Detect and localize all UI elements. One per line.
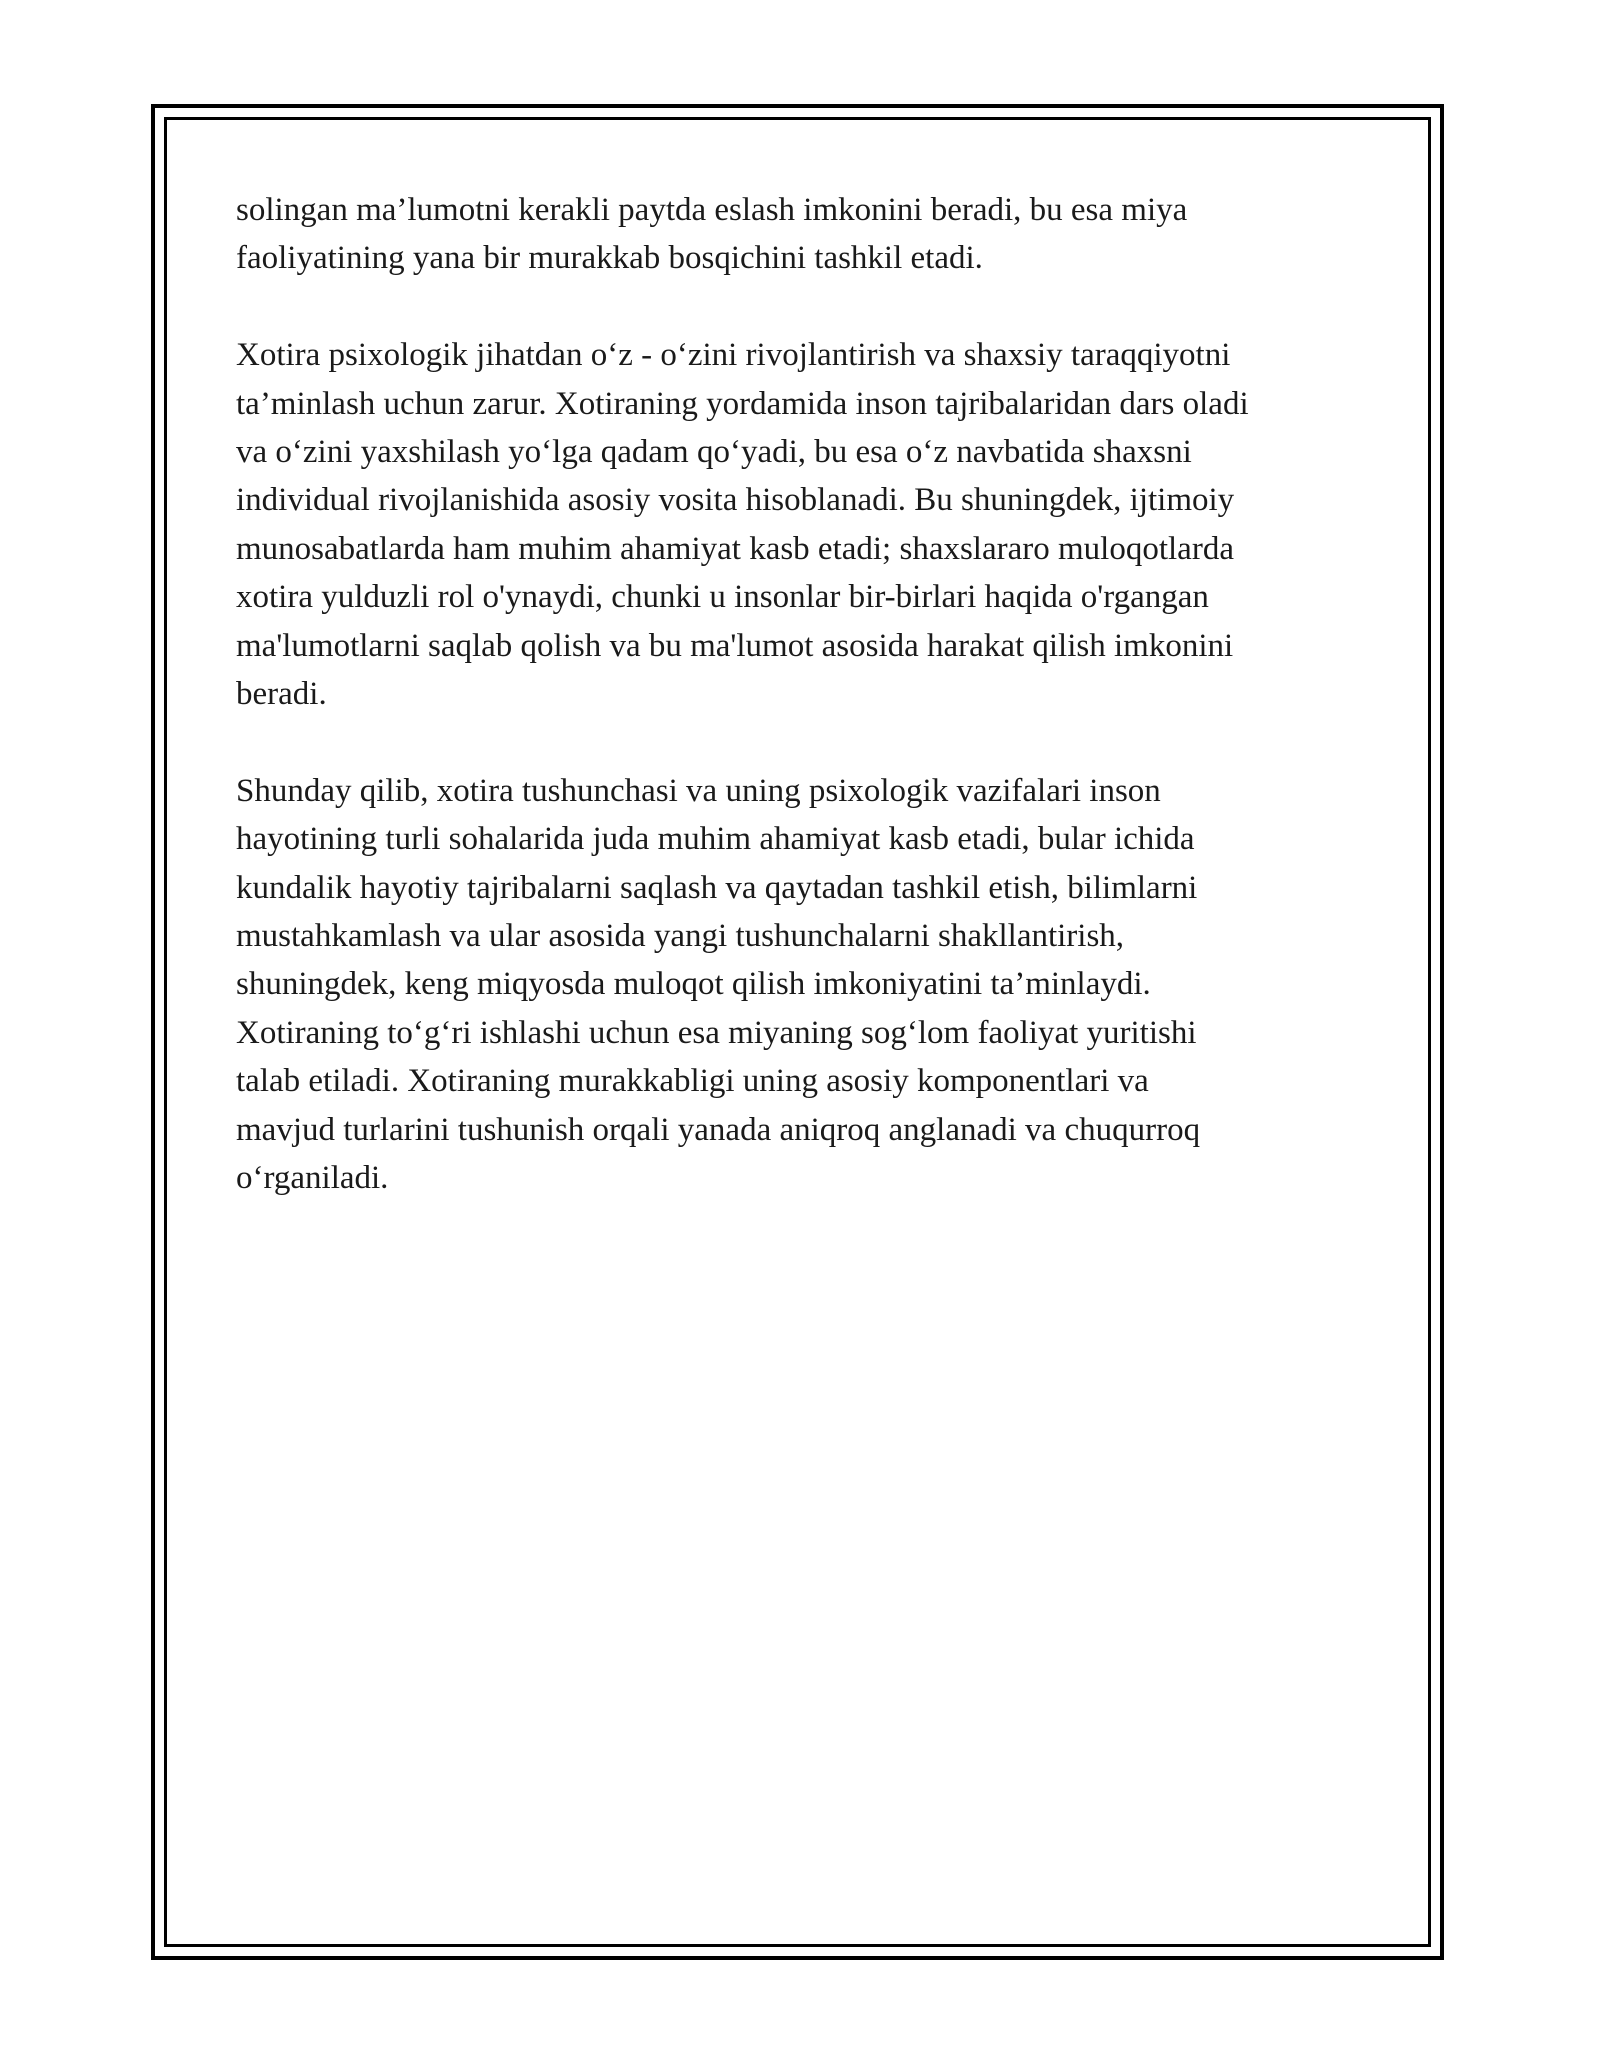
paragraph-1: solingan ma’lumotni kerakli paytda eslash imkonini beradi, bu esa miya faoliyatining yana bir murakkab bosqichini tashkil etadi. xyxy=(236,192,1188,277)
paragraph-2: Xotira psixologik jihatdan o‘z - o‘zini rivojlantirish va shaxsiy taraqqiyotni ta’minlash uchun zarur. Xotiraning yordamida inson tajribalaridan dars oladi va o‘zini yaxshilash yo‘lga qadam qo‘yadi, bu esa o‘z navbatida shaxsni individual rivojlanishida asosiy vosita hisoblanadi. Bu shuningdek, ijtimoiy munosabatlarda ham muhim ahamiyat kasb etadi; shaxslararo muloqotlarda xotira yulduzli rol o'ynaydi, chunki u insonlar bir-birlari haqida o'rgangan ma'lumotlarni saqlab qolish va bu ma'lumot asosida harakat qilish imkonini beradi. xyxy=(236,337,1249,713)
document-body xyxy=(236,186,1366,1251)
paragraph-3: Shunday qilib, xotira tushunchasi va uning psixologik vazifalari inson hayotining turli sohalarida juda muhim ahamiyat kasb etadi, bular ichida kundalik hayotiy tajribalarni saqlash va qaytadan tashkil etish, bilimlarni mustahkamlash va ular asosida yangi tushunchalarni shakllantirish, shuningdek, keng miqyosda muloqot qilish imkoniyatini ta’minlaydi. Xotiraning to‘g‘ri ishlashi uchun esa miyaning sog‘lom faoliyat yuritishi talab etiladi. Xotiraning murakkabligi uning asosiy komponentlari va mavjud turlarini tushunish orqali yanada aniqroq anglanadi va chuqurroq o‘rganiladi. xyxy=(236,772,1201,1197)
